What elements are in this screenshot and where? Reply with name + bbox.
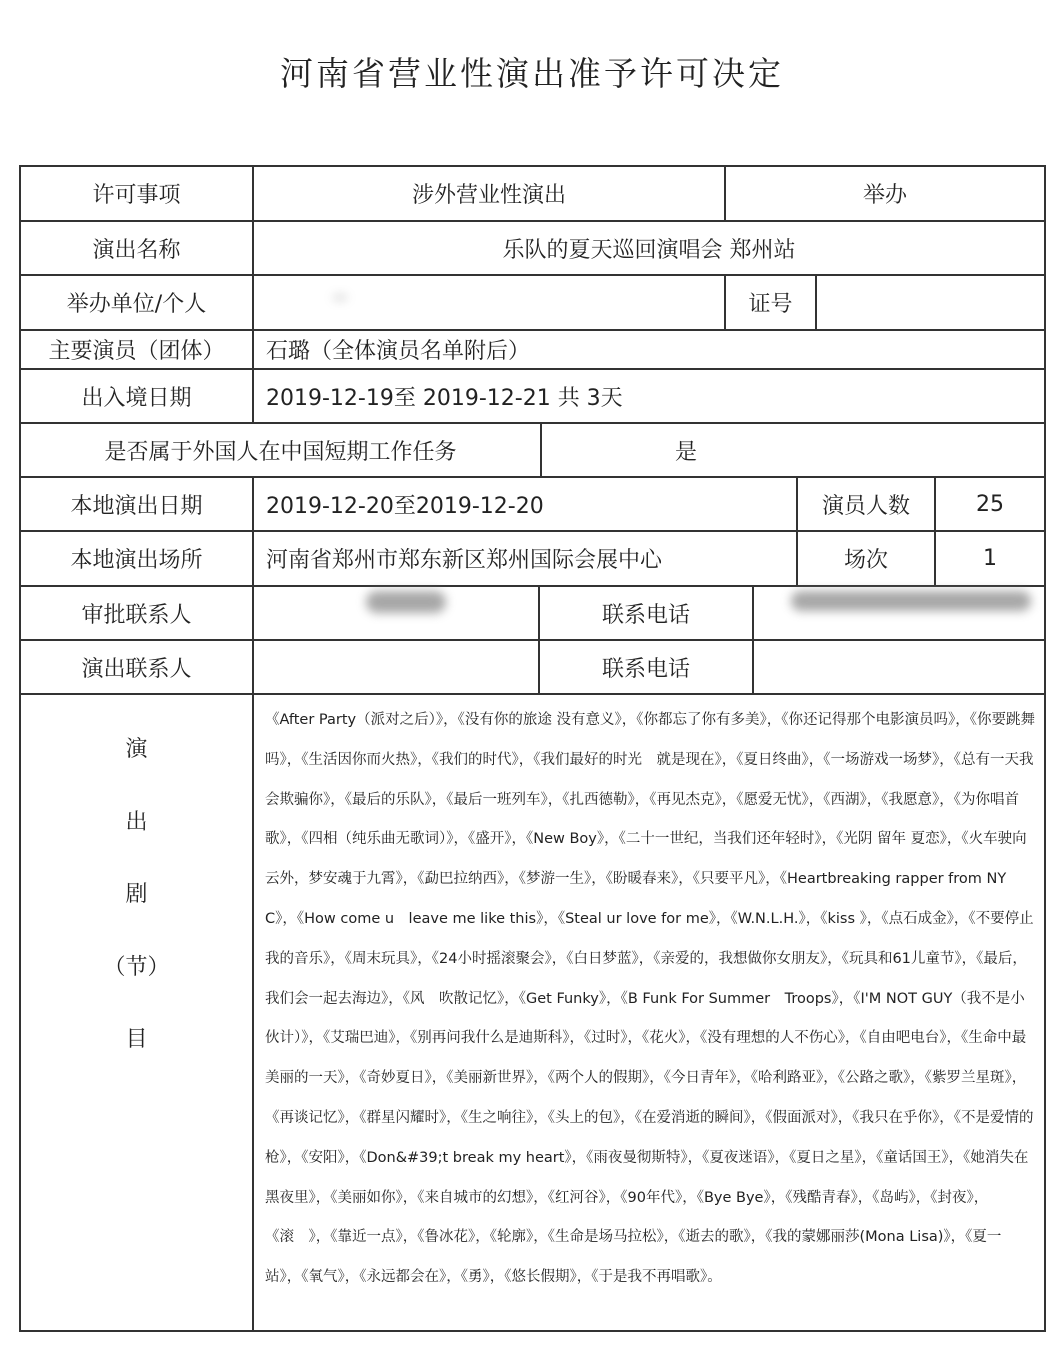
program-list: 《After Party（派对之后）》，《没有你的旅途 没有意义》，《你都忘了你有多美》，《你还记得那个电影演员吗》，《你要跳舞吗》，《生活因你而火热》，《我们的时代》，《我们最好的时光 就是现在》，《夏日终曲》，《一场游戏一场梦》，《总有一天我会欺骗你》，《最后的乐队》，《最后一班列车》，《扎西德勒》，《再见杰克》，《愿爱无忧》，《西湖》，《我愿意》，《为你唱首歌》，《四相（纯乐曲无歌词）》，《盛开》，《New Boy》，《二十一世纪，当我们还年轻时》，《光阴 留年 夏恋》，《火车驶向云外，梦安魂于九霄》，《勐巴拉纳西》，《梦游一生》，《盼暖春来》，《只要平凡》，《Heartbreaking rapper from NYC》，《How come u leave me like this》，《Steal ur love for me》，《W.N.L.H.》，《kiss 》，《点石成金》，《不要停止我的音乐》，《周末玩具》，《24小时摇滚聚会》，《白日梦蓝》，《亲爱的，我想做你女朋友》，《玩具和61儿童节》，《最后，我们会一起去海边》，《风 吹散记忆》，《Get Funky》，《B Funk For Summer Troops》，《I'M NOT GUY（我不是小伙计）》，《艾瑞巴迪》，《别再问我什么是迪斯科》，《过时》，《花火》，《没有理想的人不伤心》，《自由吧电台》，《生命中最美丽的一天》，《奇妙夏日》，《美丽新世界》，《两个人的假期》，《今日青年》，《哈利路亚》，《公路之歌》，《紫罗兰星斑》，《再谈记忆》，《群星闪耀时》，《生之响往》，《头上的包》，《在爱消逝的瞬间》，《假面派对》，《我只在乎你》，《不是爱情的枪》，《安阳》，《Don&#39;t break my heart》，《雨夜曼彻斯特》，《夏夜迷语》，《夏日之星》，《童话国王》，《她消失在黑夜里》，《美丽如你》，《来自城市的幻想》，《红河谷》，《90年代》，《Bye Bye》，《残酷青春》，《岛屿》，《封夜》，《滚 》，《靠近一点》，《鲁冰花》，《轮廓》，《生命是场马拉松》，《逝去的歌》，《我的蒙娜丽莎(Mona Lisa)》，《夏一站》，《氧气》，《永远都会在》，《勇》，《悠长假期》，《于是我不再唱歌》。 [265, 712, 1035, 1286]
value-entry-exit-date: 2019-12-19至 2019-12-21 共 3天 [266, 385, 623, 411]
value-performer-count: 25 [976, 491, 1004, 517]
label-program-char: 演 [125, 737, 148, 762]
redaction-mark [791, 591, 1031, 611]
value-organizer [254, 276, 724, 329]
label-show-name: 演出名称 [92, 237, 181, 263]
label-organizer: 举办单位/个人 [66, 292, 207, 317]
label-main-performer: 主要演员（团体） [48, 339, 225, 364]
value-local-date: 2019-12-20至2019-12-20 [266, 493, 544, 519]
label-local-date: 本地演出日期 [70, 493, 203, 519]
label-program-char: 出 [125, 809, 148, 835]
value-short-term-work: 是 [674, 439, 697, 465]
label-approval-phone: 联系电话 [601, 602, 690, 628]
label-program-char: （节） [103, 954, 170, 980]
value-sessions: 1 [983, 546, 997, 571]
label-show-phone: 联系电话 [601, 656, 690, 682]
permit-table [19, 165, 1046, 1332]
label-program [21, 695, 252, 1332]
value-main-performer: 石璐（全体演员名单附后） [266, 339, 531, 364]
redaction-mark [333, 295, 347, 300]
value-cert-number [817, 276, 1044, 329]
label-program-char: 目 [125, 1027, 148, 1052]
label-show-contact: 演出联系人 [81, 656, 192, 682]
label-performer-count: 演员人数 [821, 493, 910, 519]
value-permit-item: 涉外营业性演出 [411, 183, 566, 208]
document-title: 河南省营业性演出准予许可决定 [280, 54, 784, 93]
label-entry-exit-date: 出入境日期 [81, 385, 192, 411]
label-permit-item: 许可事项 [92, 183, 181, 208]
label-sessions: 场次 [843, 548, 888, 573]
value-show-name: 乐队的夏天巡回演唱会 郑州站 [502, 237, 796, 263]
label-program-char: 剧 [125, 882, 148, 907]
value-permit-type: 举办 [862, 183, 907, 208]
label-approval-contact: 审批联系人 [81, 602, 192, 628]
label-short-term-work: 是否属于外国人在中国短期工作任务 [104, 439, 457, 465]
value-local-venue: 河南省郑州市郑东新区郑州国际会展中心 [266, 548, 663, 573]
redaction-mark [366, 591, 446, 613]
label-cert-number: 证号 [748, 292, 793, 317]
label-local-venue: 本地演出场所 [70, 548, 203, 573]
